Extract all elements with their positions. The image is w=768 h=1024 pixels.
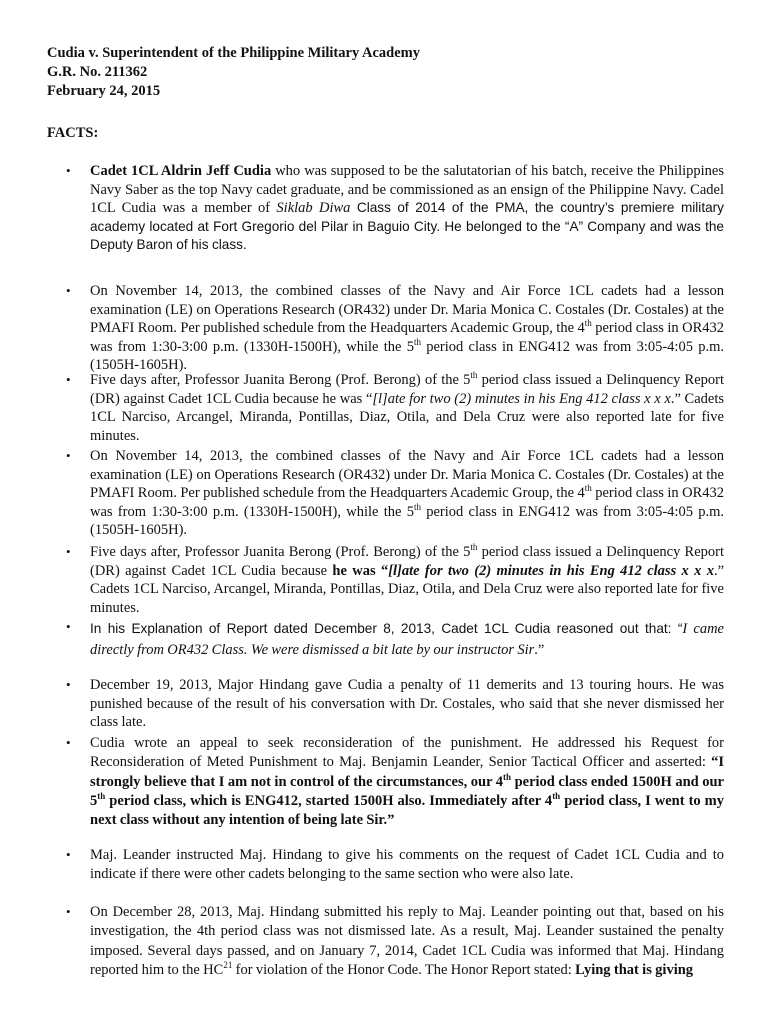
- fact-paragraph: [90, 903, 724, 980]
- bullet-icon: •: [66, 677, 71, 692]
- bullet-icon: •: [66, 372, 71, 387]
- text-run: Class of 2014 of the PMA, the country’s premiere military academy located at Fort Gregorio del Pilar in Baguio City. He belonged to the “A” Company and was the Deputy Baron of his class.: [90, 200, 724, 253]
- superscript: 21: [223, 960, 233, 971]
- quote-bold: “I strongly believe that I am not in control of the circumstances, our 4: [90, 754, 724, 790]
- superscript: th: [470, 542, 478, 553]
- class-name: Siklab Diwa: [276, 200, 351, 217]
- text-run: period class in OR432 was from 1:30-3:00 p.m. (1330H-1500H), while the 5: [90, 485, 724, 520]
- bullet-icon: •: [66, 448, 71, 463]
- text-run: period class in ENG412 was from 3:05-4:05 p.m. (1505H-1605H).: [90, 503, 724, 539]
- superscript: th: [503, 771, 512, 782]
- quote-bold: period class ended 1500H and our 5: [90, 773, 724, 809]
- fact-paragraph: [90, 282, 724, 375]
- text-run: period class issued a Delinquency Report (DR) against Cadet 1CL Cudia because he was “: [90, 372, 724, 407]
- text-run: On November 14, 2013, the combined classes of the Navy and Air Force 1CL cadets had a lesson examination (LE) on Operations Research (OR432) under Dr. Maria Monica C. Costales (Dr. Costales) at the PMAFI Room. Per published schedule from the Headquarters Academic Group, the 4: [90, 283, 724, 337]
- bullet-icon: •: [66, 619, 71, 634]
- bullet-icon: •: [66, 904, 71, 919]
- quote-bold: period class, which is ENG412, started 1500H also. Immediately after 4: [105, 792, 553, 809]
- superscript: th: [552, 791, 561, 802]
- fact-paragraph: [90, 618, 724, 661]
- bullet-icon: •: [66, 163, 71, 178]
- text-run: Cudia wrote an appeal to seek reconsideration of the punishment. He addressed his Request for Reconsideration of Meted Punishment to Maj. Benjamin Leander, Senior Tactical Officer and asserted:: [90, 735, 724, 771]
- text-run: In his Explanation of Report dated December 8, 2013, Cadet 1CL Cudia reasoned out that: “: [90, 621, 683, 636]
- case-title: Cudia v. Superintendent of the Philippine Military Academy: [47, 45, 420, 61]
- text-run: .” Cadets 1CL Narciso, Arcangel, Miranda, Pontillas, Diaz, Otila, and Dela Cruz were also reported late for five minutes.: [90, 562, 725, 616]
- fact-paragraph: [90, 734, 724, 830]
- quote-italic: I came directly from OR432 Class. We were dismissed a bit late by our instructor Sir: [90, 621, 724, 658]
- superscript: th: [413, 501, 421, 512]
- bullet-icon: •: [66, 847, 71, 862]
- text-run: period class in OR432 was from 1:30-3:00 p.m. (1330H-1500H), while the 5: [90, 320, 724, 355]
- superscript: th: [470, 370, 478, 381]
- text-run: Five days after, Professor Juanita Berong (Prof. Berong) of the 5: [90, 544, 471, 560]
- text-run: .” Cadets 1CL Narciso, Arcangel, Miranda, Pontillas, Diaz, Otila, and Dela Cruz were also reported late for five minutes.: [90, 390, 724, 444]
- facts-heading: FACTS:: [47, 125, 99, 141]
- text-run: On December 28, 2013, Maj. Hindang submitted his reply to Maj. Leander pointing out that, based on his investigation, the 4th period class was not dismissed late. As a result, Maj. Leander sustained the penalty imposed. Several days passed, and on January 7, 2014, Cadet 1CL Cudia was informed that Maj. Hindang reported him to the HC: [90, 904, 724, 978]
- bullet-icon: •: [66, 735, 71, 750]
- cadet-name: Cadet 1CL Aldrin Jeff Cudia: [90, 163, 272, 179]
- text-run: for violation of the Honor Code. The Honor Report stated:: [232, 961, 576, 978]
- fact-paragraph: [90, 371, 724, 445]
- superscript: th: [413, 336, 421, 347]
- quote-bold: period class, I went to my next class without any intention of being late Sir.”: [90, 792, 724, 829]
- superscript: th: [97, 791, 106, 802]
- quote-bold-italic: [l]ate for two (2) minutes in his Eng 412 class x x x: [388, 562, 714, 579]
- text-run: On November 14, 2013, the combined classes of the Navy and Air Force 1CL cadets had a lesson examination (LE) on Operations Research (OR432) under Dr. Maria Monica C. Costales (Dr. Costales) at the PMAFI Room. Per published schedule from the Headquarters Academic Group, the 4: [90, 448, 724, 502]
- text-run: December 19, 2013, Major Hindang gave Cudia a penalty of 11 demerits and 13 touring hours. He was punished because of the result of his conversation with Dr. Costales, who said that she never dismissed her class late.: [90, 677, 724, 731]
- bullet-icon: •: [66, 544, 71, 559]
- case-date: February 24, 2015: [47, 83, 161, 99]
- text-run: period class in ENG412 was from 3:05-4:05 p.m. (1505H-1605H).: [90, 338, 724, 374]
- fact-paragraph: [90, 447, 724, 540]
- fact-paragraph: [90, 846, 724, 883]
- superscript: th: [584, 318, 592, 329]
- text-run: period class issued a Delinquency Report (DR) against Cadet 1CL Cudia because: [90, 544, 724, 579]
- bullet-icon: •: [66, 283, 71, 298]
- text-run: Maj. Leander instructed Maj. Hindang to give his comments on the request of Cadet 1CL Cudia and to indicate if there were other cadets belonging to the same section who were also late.: [90, 847, 724, 882]
- text-run: who was supposed to be the salutatorian of his batch, receive the Philippines Navy Saber as the top Navy cadet graduate, and be commissioned as an ensign of the Philippine Navy. Cadel 1CL Cudia was a member of: [90, 163, 724, 217]
- fact-paragraph: [90, 162, 724, 255]
- fact-paragraph: [90, 676, 724, 732]
- text-run-bold: he was “: [332, 562, 389, 579]
- text-run: Five days after, Professor Juanita Berong (Prof. Berong) of the 5: [90, 372, 471, 388]
- case-number: G.R. No. 211362: [47, 64, 148, 80]
- case-header: [47, 44, 420, 101]
- superscript: th: [584, 483, 592, 494]
- text-run-bold: Lying that is giving: [575, 961, 694, 978]
- fact-paragraph: [90, 543, 724, 617]
- text-run: .”: [534, 642, 545, 658]
- quote-italic: [l]ate for two (2) minutes in his Eng 412 class x x x: [372, 390, 671, 407]
